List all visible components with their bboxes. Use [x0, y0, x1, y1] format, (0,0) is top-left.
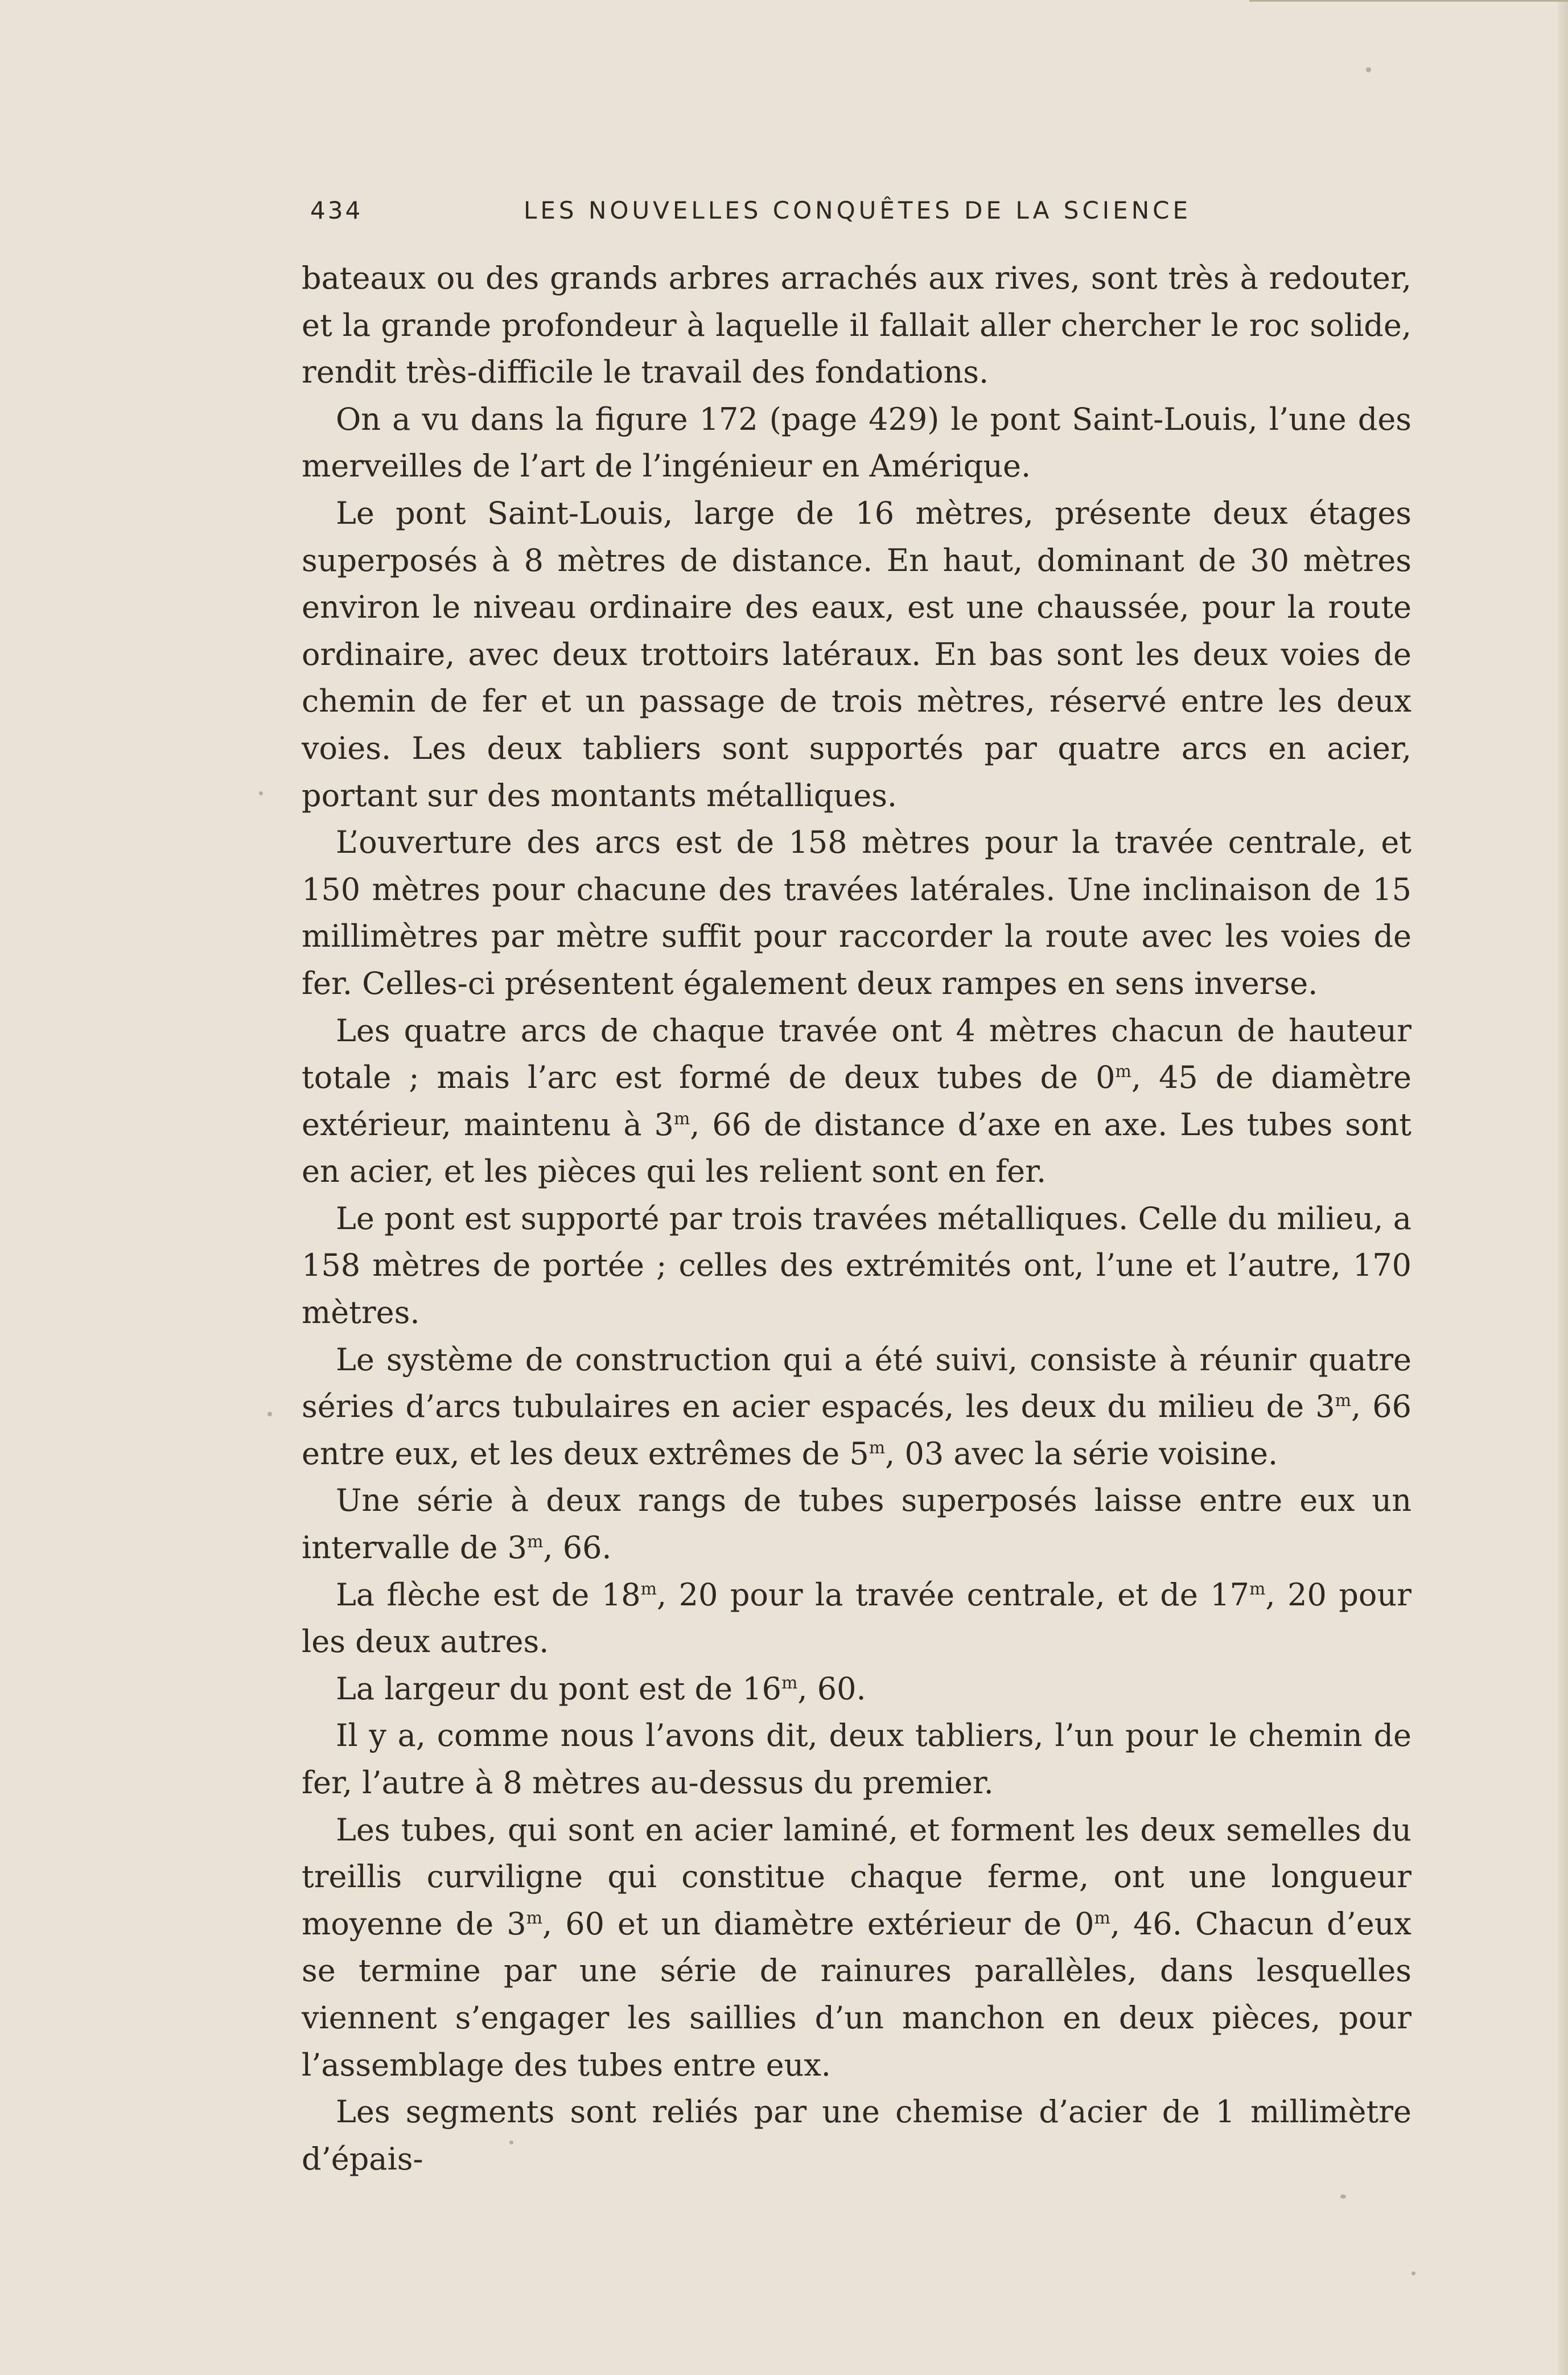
- paragraph-7: Le système de construction qui a été suivi, consiste à réunir quatre séries d’arcs tubulaires en acier espacés, les deux du milieu de 3$^m$, 66 entre eux, et les deux extrêmes de 5$^m$, 03 avec la série voisine.: [302, 1341, 1412, 1472]
- paragraph-10: La largeur du pont est de 16$^m$, 60.: [336, 1670, 866, 1707]
- unit-superscript: m: [640, 1579, 657, 1599]
- page-edge: [1558, 0, 1568, 2375]
- running-header: [310, 196, 1204, 236]
- paragraph-8: Une série à deux rangs de tubes superposés laisse entre eux un intervalle de 3$^m$, 66.: [302, 1482, 1411, 1566]
- unit-superscript: m: [1249, 1579, 1266, 1599]
- paper-speck: [267, 1412, 272, 1416]
- paragraph-6: Le pont est supporté par trois travées métalliques. Celle du milieu, a 158 mètres de portée ; celles des extrémités ont, l’une et l’autre, 170 mètres.: [302, 1200, 1411, 1331]
- unit-superscript: m: [869, 1437, 886, 1458]
- paragraph-3: Le pont Saint-Louis, large de 16 mètres, présente deux étages superposés à 8 mètres de distance. En haut, dominant de 30 mètres environ le niveau ordinaire des eaux, est une chaussée, pour la route ordinaire, avec deux trottoirs latéraux. En bas sont les deux voies de chemin de fer et un passage de trois mètres, réservé entre les deux voies. Les deux tabliers sont supportés par quatre arcs en acier, portant sur des montants métalliques.: [302, 495, 1411, 813]
- paper-speck: [509, 2140, 513, 2144]
- paragraph-1: bateaux ou des grands arbres arrachés aux rives, sont très à redouter, et la grande profondeur à laquelle il fallait aller chercher le roc solide, rendit très-difficile le travail des fondations.: [302, 260, 1411, 391]
- unit-superscript: m: [781, 1673, 798, 1693]
- unit-superscript: m: [526, 1908, 543, 1928]
- paragraph-11: Il y a, comme nous l’avons dit, deux tabliers, l’un pour le chemin de fer, l’autre à 8 mètres au-dessus du premier.: [302, 1717, 1411, 1801]
- paragraph-5: Les quatre arcs de chaque travée ont 4 mètres chacun de hauteur totale ; mais l’arc est formé de deux tubes de 0$^m$, 45 de diamètre extérieur, maintenu à 3$^m$, 66 de distance d’axe en axe. Les tubes sont en acier, et les pièces qui les relient sont en fer.: [302, 1012, 1411, 1190]
- paper-speck: [259, 791, 263, 795]
- page-number: 434: [310, 196, 363, 224]
- paper-speck: [1340, 2195, 1346, 2199]
- paragraph-12: Les tubes, qui sont en acier laminé, et forment les deux semelles du treillis curviligne qui constitue chaque ferme, ont une longueur moyenne de 3$^m$, 60 et un diamètre extérieur de 0$^m$, 46. Chacun d’eux se termine par une série de rainures parallèles, dans lesquelles viennent s’engager les saillies d’un manchon en deux pièces, pour l’assemblage des tubes entre eux.: [302, 1811, 1411, 2083]
- paragraph-2: On a vu dans la figure 172 (page 429) le pont Saint-Louis, l’une des merveilles de l’art de l’ingénieur en Amérique.: [302, 401, 1411, 484]
- paragraph-13: Les segments sont reliés par une chemise d’acier de 1 millimètre d’épais-: [302, 2094, 1411, 2177]
- unit-superscript: m: [673, 1108, 690, 1129]
- paper-speck: [1411, 2271, 1415, 2275]
- unit-superscript: m: [1094, 1908, 1110, 1928]
- top-rule: [1249, 0, 1568, 2]
- running-title: LES NOUVELLES CONQUÊTES DE LA SCIENCE: [524, 196, 1191, 224]
- unit-superscript: m: [1335, 1391, 1352, 1411]
- unit-superscript: m: [1115, 1062, 1131, 1082]
- paper-speck: [1366, 67, 1371, 72]
- unit-superscript: m: [526, 1532, 544, 1552]
- body-text: [302, 255, 1411, 2183]
- paragraph-4: L’ouverture des arcs est de 158 mètres pour la travée centrale, et 150 mètres pour chacune des travées latérales. Une inclinaison de 15 millimètres par mètre suffit pour raccorder la route avec les voies de fer. Celles-ci présentent également deux rampes en sens inverse.: [302, 824, 1411, 1001]
- paragraph-9: La flèche est de 18$^m$, 20 pour la travée centrale, et de 17$^m$, 20 pour les deux autres.: [302, 1576, 1411, 1660]
